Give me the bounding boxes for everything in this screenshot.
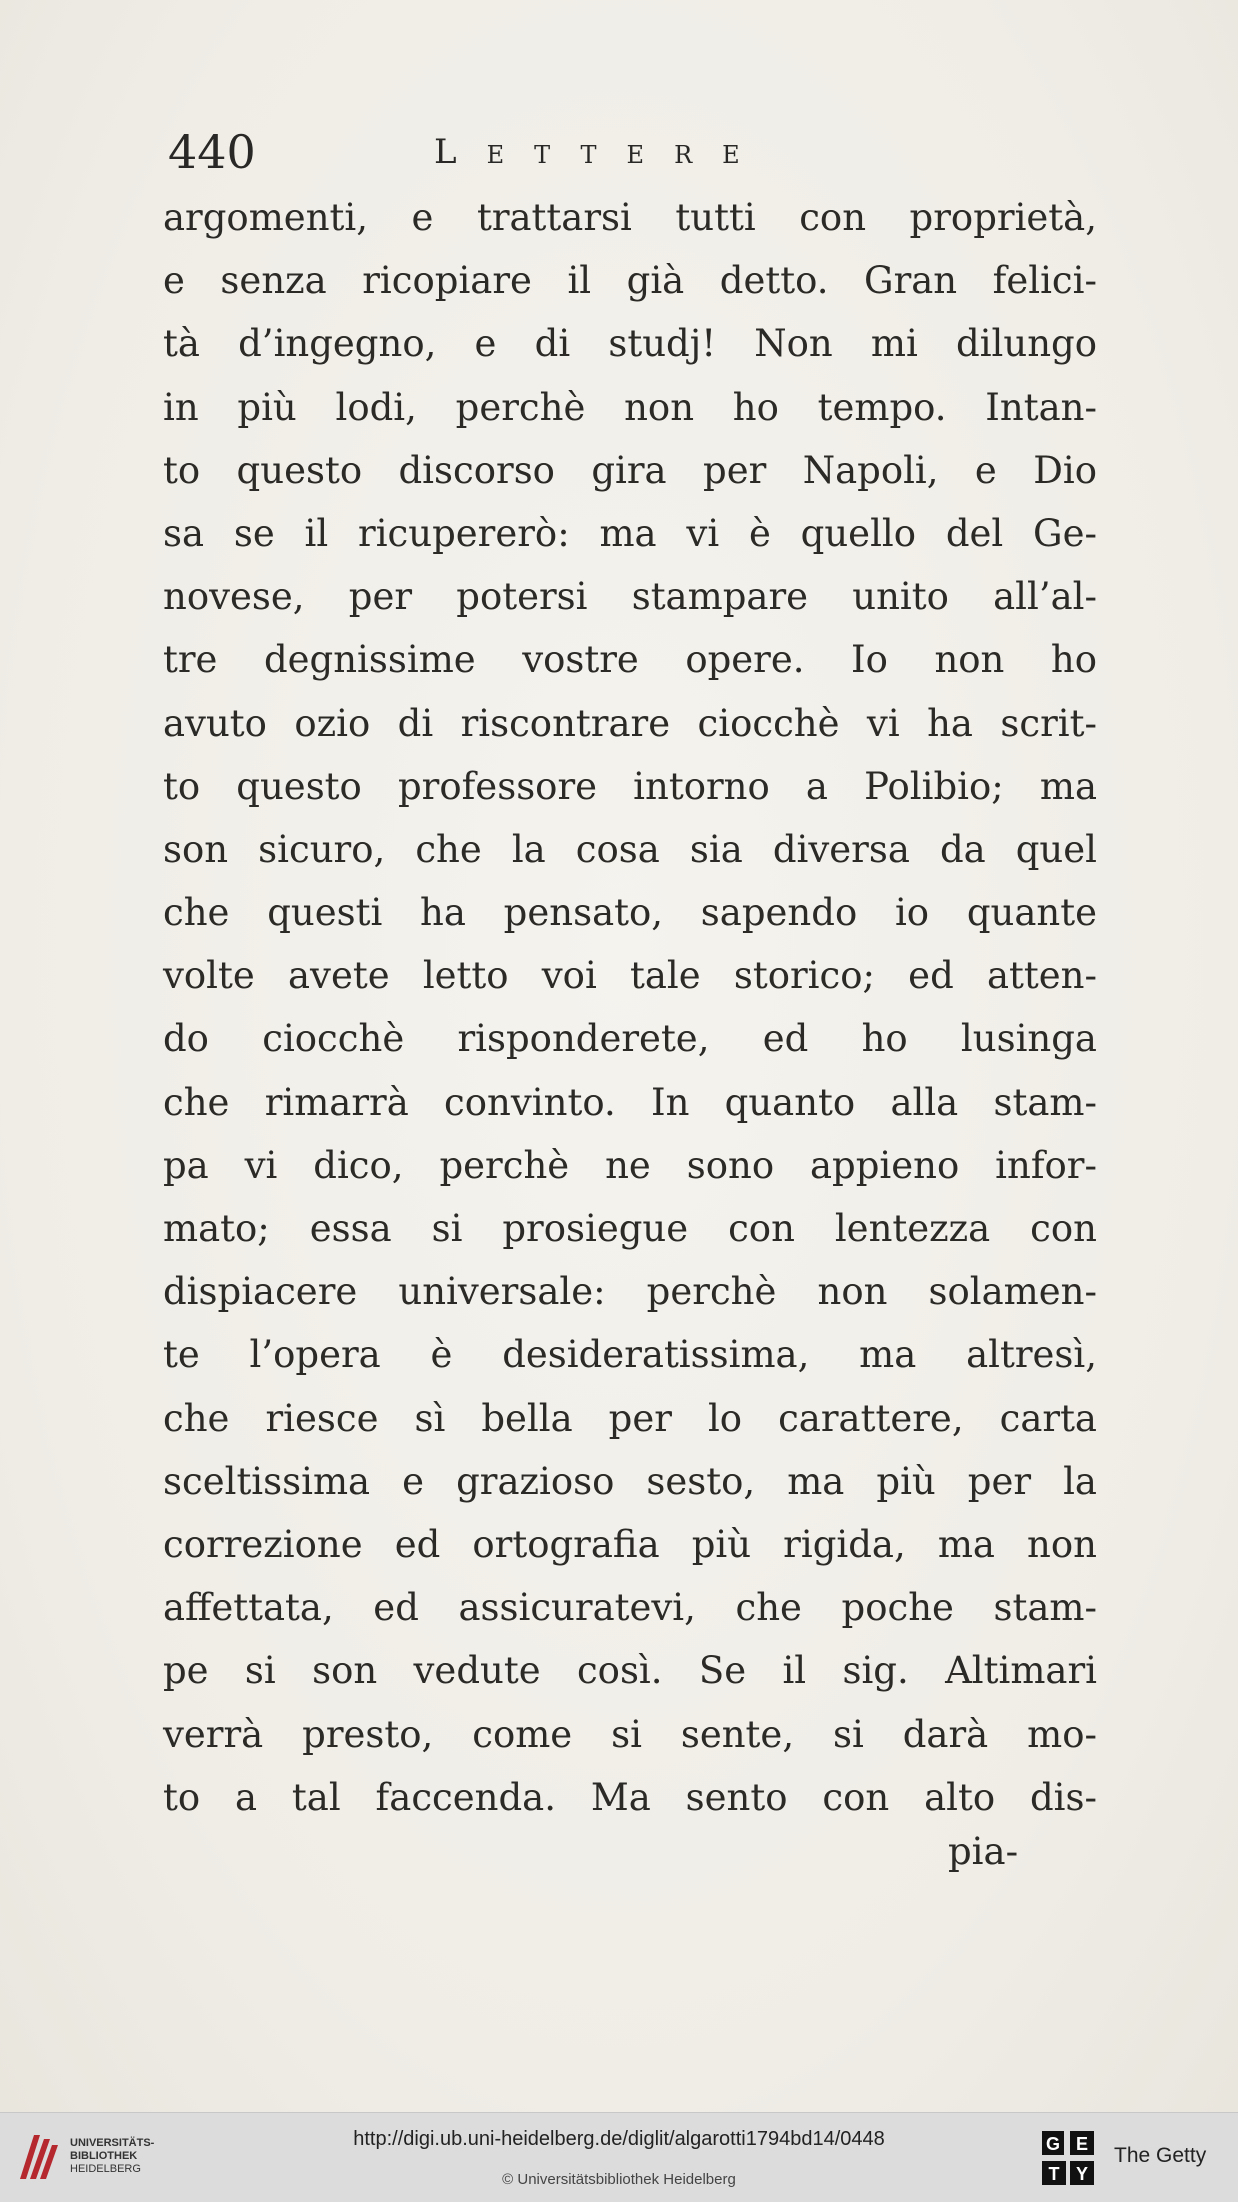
text-line: novese, per potersi stampare unito all’al- [163,575,1097,619]
text-line: to questo professore intorno a Polibio; ma [163,764,1097,808]
text-line: dispiacere universale: perchè non solamen- [163,1270,1097,1314]
text-line: verrà presto, come si sente, si darà mo- [163,1712,1097,1756]
text-line: e senza ricopiare il già detto. Gran felici- [163,259,1097,303]
text-line: tà d’ingegno, e di studj! Non mi dilungo [163,322,1097,366]
text-line: sceltissima e grazioso sesto, ma più per la [163,1459,1097,1503]
svg-text:G: G [1045,2134,1061,2154]
copyright-notice: © Universitätsbibliothek Heidelberg [502,2171,736,2188]
text-line: to questo discorso gira per Napoli, e Dio [163,448,1097,492]
page-number: 440 [168,125,256,179]
text-line: pa vi dico, perchè ne sono appieno infor- [163,1143,1097,1187]
text-line: che riesce sì bella per lo carattere, carta [163,1396,1097,1440]
running-head-title: Lettere [434,132,770,172]
text-line: tre degnissime vostre opere. Io non ho [163,638,1097,682]
text-line: avuto ozio di riscontrare ciocchè vi ha scrit- [163,701,1097,745]
institution-line: BIBLIOTHEK [70,2150,138,2162]
text-line: sa se il ricupererò: ma vi è quello del Ge- [163,511,1097,555]
body-text [163,186,1097,1829]
text-line: in più lodi, perchè non ho tempo. Intan- [163,385,1097,429]
text-line: volte avete letto voi tale storico; ed atten- [163,954,1097,998]
text-line: che questi ha pensato, sapendo io quante [163,891,1097,935]
text-line: son sicuro, che la cosa sia diversa da quel [163,827,1097,871]
text-line: argomenti, e trattarsi tutti con proprietà, [163,196,1097,239]
getty-logo-icon[interactable] [1040,2129,1096,2189]
svg-text:Y: Y [1075,2164,1089,2184]
text-line: correzione ed ortografia più rigida, ma non [163,1522,1097,1566]
text-line: che rimarrà convinto. In quanto alla stam- [163,1080,1097,1124]
text-line: do ciocchè risponderete, ed ho lusinga [163,1017,1097,1061]
running-head [168,122,1068,182]
institution-line: HEIDELBERG [70,2163,141,2175]
text-line: mato; essa si prosiegue con lentezza con [163,1207,1097,1250]
footer-bar [0,2112,1238,2202]
svg-text:E: E [1075,2134,1089,2154]
institution-line: UNIVERSITÄTS- [70,2137,155,2149]
text-line: te l’opera è desideratissima, ma altresì, [163,1333,1097,1377]
partner-name[interactable]: The Getty [1114,2144,1207,2167]
svg-text:T: T [1048,2164,1060,2184]
text-line: affettata, ed assicuratevi, che poche stam- [163,1586,1097,1630]
permalink-url[interactable]: http://digi.ub.uni-heidelberg.de/diglit/algarotti1794bd14/0448 [353,2128,885,2150]
text-line: to a tal faccenda. Ma sento con alto dis- [163,1775,1097,1819]
catchword: pia- [948,1830,1019,1873]
text-line: pe si son vedute così. Se il sig. Altimari [163,1649,1097,1693]
